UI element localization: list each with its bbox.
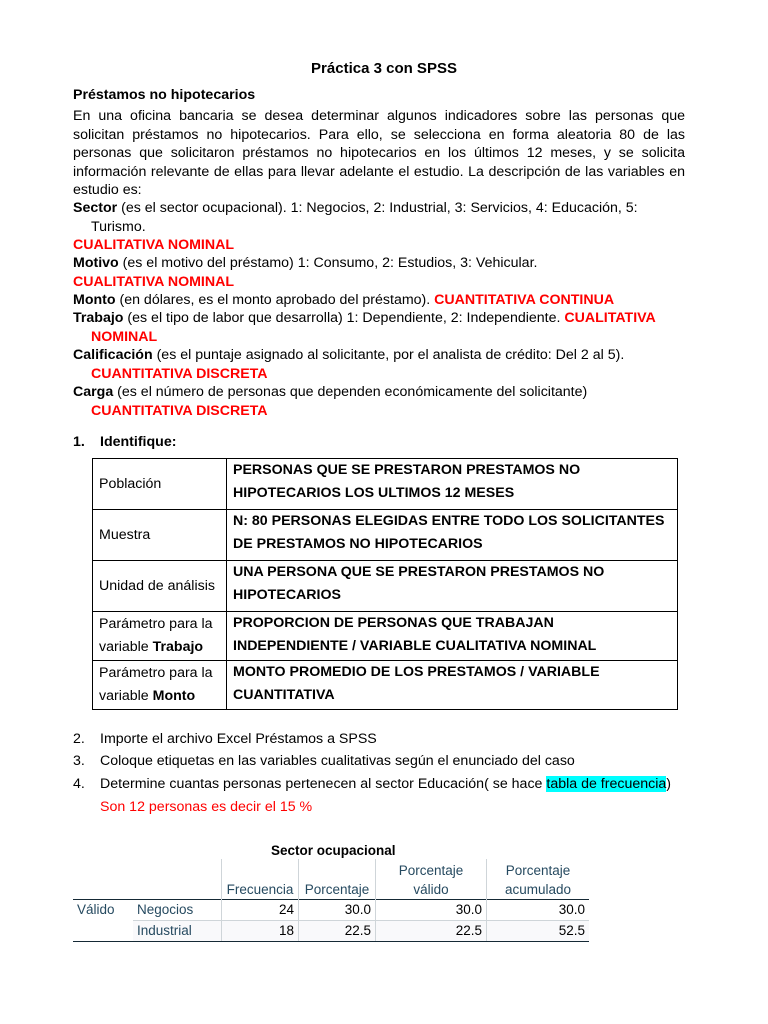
list-item: 3. Coloque etiquetas en las variables cualitativas según el enunciado del caso (73, 753, 575, 769)
variable-type-label: CUALITATIVA NOMINAL (73, 273, 235, 290)
table-cell-value: UNA PERSONA QUE SE PRESTARON PRESTAMOS NO HIPOTECARIOS (227, 561, 678, 612)
table-row (93, 510, 678, 561)
table-cell: 22.5 (299, 920, 376, 941)
table-cell: 22.5 (376, 920, 487, 941)
list-item: 2. Importe el archivo Excel Préstamos a SPSS (73, 731, 377, 747)
variable-carga: Carga (es el número de personas que dependen económicamente del solicitante) CUANTITATIVA DISCRETA (73, 384, 588, 419)
frequency-table (73, 859, 589, 942)
table-cell-label: Parámetro para la variable Monto (93, 661, 227, 710)
highlighted-text: tabla de frecuencia (546, 776, 667, 792)
table-row (93, 459, 678, 510)
variable-type-label: CUALITATIVA NOMINAL (73, 237, 235, 253)
table-cell-value: MONTO PROMEDIO DE LOS PRESTAMOS / VARIABLE CUANTITATIVA (227, 661, 678, 710)
variable-sector: Sector (es el sector ocupacional). 1: Negocios, 2: Industrial, 3: Servicios, 4: Educación, 5: Turismo. CUALITATIVA NOMINAL (73, 200, 638, 253)
table-row (93, 561, 678, 612)
answer-text: Son 12 personas es decir el 15 % (100, 799, 313, 815)
table-cell-value: N: 80 PERSONAS ELEGIDAS ENTRE TODO LOS SOLICITANTES DE PRESTAMOS NO HIPOTECARIOS (227, 510, 678, 561)
variable-type-label: CUANTITATIVA DISCRETA (91, 365, 268, 382)
list-item: 4. Determine cuantas personas pertenecen al sector Educación( se hace tabla de frecuencia) (73, 776, 671, 792)
variable-calificacion: Calificación (es el puntaje asignado al solicitante, por el analista de crédito: Del 2 al 5). CUANTITATIVA DISCRETA (73, 347, 625, 382)
frequency-table-title: Sector ocupacional (271, 843, 396, 858)
table-cell: 30.0 (487, 899, 590, 920)
variable-type-label: CUANTITATIVA DISCRETA (91, 402, 268, 419)
section-heading: Préstamos no hipotecarios (73, 87, 256, 103)
column-header: Frecuencia (222, 859, 299, 899)
table-row (93, 612, 678, 661)
table-cell: 18 (222, 920, 299, 941)
variable-monto: Monto (en dólares, es el monto aprobado del préstamo). CUANTITATIVA CONTINUA (73, 292, 615, 308)
table-cell: 30.0 (376, 899, 487, 920)
row-group-label: Válido (73, 899, 133, 920)
table-cell-label: Población (93, 459, 227, 510)
variable-type-label: CUANTITATIVA CONTINUA (434, 292, 615, 308)
table-cell-value: PERSONAS QUE SE PRESTARON PRESTAMOS NO HIPOTECARIOS LOS ULTIMOS 12 MESES (227, 459, 678, 510)
intro-paragraph: En una oficina bancaria se desea determinar algunos indicadores sobre las personas que solicitan préstamos no hipotecarios. Para ello, se selecciona en forma aleatoria 80 de las personas que solicitaron préstamos no hipotecarios en los últimos 12 meses, y se solicita información relevante de ellas para llevar adelante el estudio. La descripción de las variables en estudio es: (73, 108, 685, 198)
table-row (93, 661, 678, 710)
column-header: Porcentaje (299, 859, 376, 899)
page-title: Práctica 3 con SPSS (311, 60, 457, 77)
table-cell-label: Parámetro para la variable Trabajo (93, 612, 227, 661)
variable-trabajo: Trabajo (es el tipo de labor que desarrolla) 1: Dependiente, 2: Independiente. CUALITATIVA NOMINAL (73, 310, 656, 345)
table-row (73, 920, 589, 941)
table-cell: 30.0 (299, 899, 376, 920)
column-header: Porcentaje acumulado (504, 862, 572, 897)
table-row (73, 899, 589, 920)
table-cell-label: Unidad de análisis (93, 561, 227, 612)
row-label: Industrial (133, 920, 222, 941)
table-cell: 52.5 (487, 920, 590, 941)
question-1: 1. Identifique: (73, 434, 177, 450)
table-cell-value: PROPORCION DE PERSONAS QUE TRABAJAN INDEPENDIENTE / VARIABLE CUALITATIVA NOMINAL (227, 612, 678, 661)
table-header-row (73, 859, 589, 899)
table-cell-label: Muestra (93, 510, 227, 561)
identification-table (92, 458, 678, 710)
table-cell: 24 (222, 899, 299, 920)
variable-type-label: NOMINAL (91, 328, 158, 345)
row-label: Negocios (133, 899, 222, 920)
variable-motivo: Motivo (es el motivo del préstamo) 1: Consumo, 2: Estudios, 3: Vehicular. CUALITATIVA NOMINAL (73, 255, 538, 290)
column-header: Porcentaje válido (376, 859, 487, 899)
variable-type-label: CUALITATIVA (564, 310, 656, 326)
